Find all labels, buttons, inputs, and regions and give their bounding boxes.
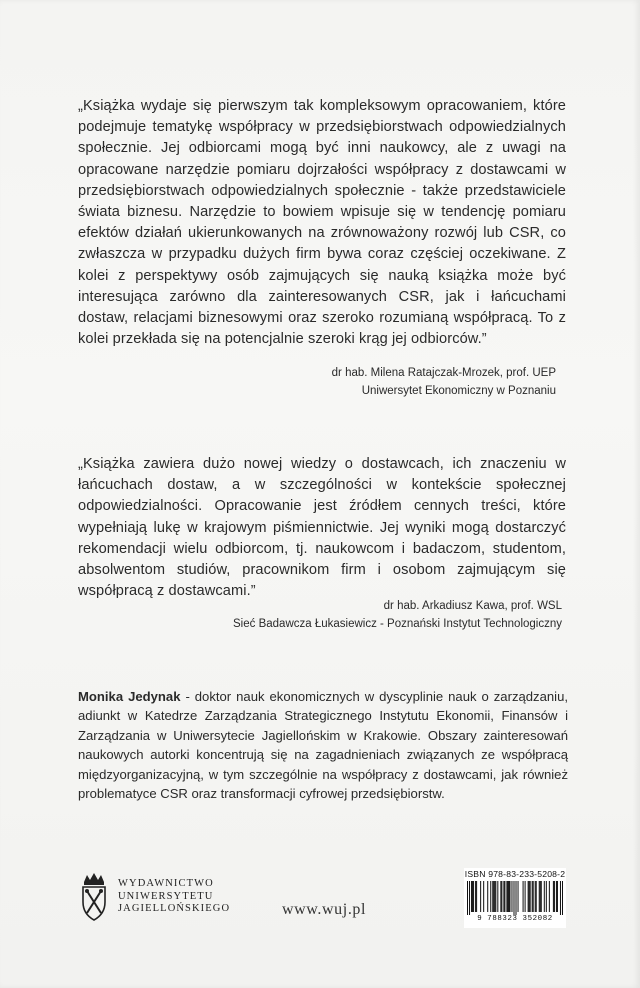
publisher-name-line-3: JAGIELLOŃSKIEGO: [118, 903, 231, 915]
barcode-bar: [528, 881, 529, 912]
review-quote-2-author: dr hab. Arkadiusz Kawa, prof. WSL: [383, 600, 562, 612]
publisher-name: [118, 878, 230, 916]
barcode-bar: [483, 881, 484, 912]
barcode-bar: [500, 881, 501, 912]
barcode-digits: 9 788323 352082: [477, 915, 553, 923]
barcode-bar: [562, 881, 563, 915]
barcode-bar: [530, 881, 531, 912]
author-bio-text: [78, 687, 568, 803]
barcode-bar: [494, 881, 495, 912]
barcode-bar: [557, 881, 558, 912]
barcode-bar: [540, 881, 541, 912]
barcode-bar: [501, 881, 502, 912]
barcode-bar: [473, 881, 474, 912]
barcode-bar: [472, 881, 473, 912]
author-bio: [78, 687, 568, 803]
review-quote-1-signature: [78, 364, 556, 400]
isbn-label: ISBN 978-83-233-5208-2: [464, 869, 566, 879]
barcode-bar: [536, 881, 537, 912]
barcode-bar: [532, 881, 533, 912]
barcode-bar: [511, 881, 512, 912]
barcode-bar: [546, 881, 547, 912]
barcode-bar: [503, 881, 504, 912]
university-crest-icon: [78, 872, 110, 922]
barcode-bar: [556, 881, 557, 912]
barcode-bar: [541, 881, 542, 912]
barcode-bar: [513, 881, 514, 915]
barcode-bar: [516, 881, 517, 915]
barcode-bar: [487, 881, 488, 912]
review-quote-1-affiliation: Uniwersytet Ekonomiczny w Poznaniu: [361, 385, 556, 397]
barcode-bar: [539, 881, 540, 912]
publisher-logo: [78, 872, 230, 922]
barcode-bar: [509, 881, 510, 912]
barcode-bar: [544, 881, 545, 912]
review-quote-2-signature: [78, 597, 562, 633]
barcode-bar: [507, 881, 508, 912]
barcode-bar: [497, 881, 498, 912]
barcode-bar: [529, 881, 530, 912]
review-quote-1: [78, 96, 566, 350]
barcode-bar: [523, 881, 524, 912]
barcode-bar: [492, 881, 493, 912]
barcode-bar: [475, 881, 476, 912]
barcode-bar: [469, 881, 470, 915]
barcode-bar: [506, 881, 507, 912]
barcode-bar: [495, 881, 496, 912]
barcode-bar: [508, 881, 509, 912]
barcode-bar: [554, 881, 555, 912]
barcode-bar: [553, 881, 554, 912]
barcode-bar: [549, 881, 550, 912]
review-quote-2-affiliation: Sieć Badawcza Łukasiewicz - Poznański Instytut Technologiczny: [233, 618, 562, 630]
barcode-bar: [535, 881, 536, 912]
barcode-bar: [525, 881, 526, 912]
ean13-barcode: [467, 881, 563, 915]
barcode-bar: [533, 881, 534, 912]
barcode-bar: [490, 881, 491, 912]
barcode-bar: [560, 881, 561, 915]
publisher-website: www.wuj.pl: [282, 901, 367, 918]
barcode-bar: [476, 881, 477, 912]
barcode-bar: [504, 881, 505, 912]
publisher-name-line-1: WYDAWNICTWO: [118, 878, 214, 890]
author-name: Monika Jedynak: [78, 689, 181, 704]
author-bio-body: - doktor nauk ekonomicznych w dyscyplinie nauk o zarządzaniu, adiunkt w Katedrze Zarządzania Strategicznego Instytutu Ekonomii, Finansów i Zarządzania w Uniwersytecie Jagiellońskim w Krakowie. Obszary zainteresowań naukowych autorki koncentrują się na zagadnieniach związanych ze współpracą międzyorganizacyjną, w tym szczególnie na współpracy z dostawcami, jak również problematyce CSR oraz transformacji cyfrowej przedsiębiorstw.: [78, 689, 568, 802]
barcode-bar: [493, 881, 494, 912]
review-quote-1-text: „Książka wydaje się pierwszym tak kompleksowym opracowaniem, które podejmuje tematykę współpracy w przedsiębiorstwach odpowiedzialnych społecznie. Jej odbiorcami mogą być inni naukowcy, ale z uwagi na opracowane narzędzie pomiaru dojrzałości współpracy z dostawcami w przedsiębiorstwach odpowiedzialnych społecznie - także przedstawiciele świata biznesu. Narzędzie to bowiem wpisuje się w tendencję pomiaru efektów działań ukierunkowanych na zrównoważony rozwój lub CSR, co zwłaszcza w przypadku dużych firm bywa coraz częściej oczekiwane. Z kolei z perspektywy osób zajmujących się nauką książka może być interesująca zarówno dla zainteresowanych CSR, jak i łańcuchami dostaw, relacjami biznesowymi oraz szeroko rozumianą współpracą. To z kolei przekłada się na potencjalnie szeroki krąg jej odbiorców.”: [78, 98, 566, 348]
barcode-bar: [467, 881, 468, 915]
isbn-barcode-block: [464, 868, 566, 928]
barcode-bar: [518, 881, 519, 912]
review-quote-2-text: „Książka zawiera dużo nowej wiedzy o dostawcach, ich znaczeniu w łańcuchach dostaw, a w szczególności w kontekście społecznej odpowiedzialności. Opracowanie jest źródłem cennych treści, które wypełniają lukę w krajowym piśmiennictwie. Jej wyniki mogą dostarczyć rekomendacji wielu odbiorcom, tj. naukowcom i badaczom, studentom, absolwentom studiów, pracownikom firm i osobom zajmującym się współpracą z dostawcami.”: [78, 456, 566, 600]
publisher-name-line-2: UNIWERSYTETU: [118, 890, 214, 902]
review-quote-1-author: dr hab. Milena Ratajczak-Mrozek, prof. UEP: [331, 367, 556, 379]
barcode-bar: [480, 881, 481, 912]
review-quote-2: [78, 454, 566, 602]
barcode-bar: [471, 881, 472, 912]
